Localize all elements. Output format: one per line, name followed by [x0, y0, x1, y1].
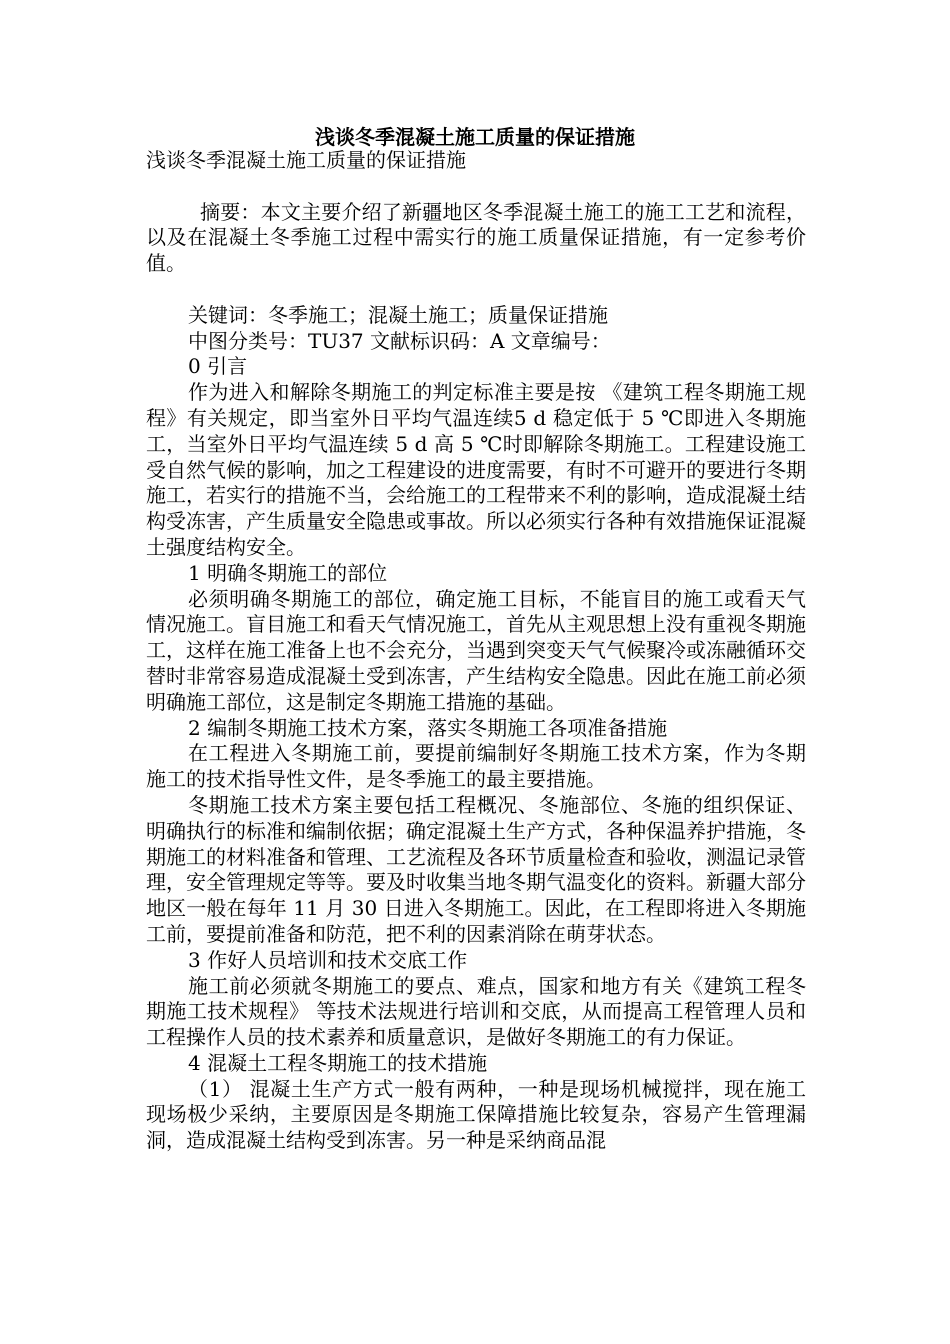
section-heading-0: 0 引言 — [188, 354, 248, 379]
document-title: 浅谈冬季混凝土施工质量的保证措施 — [315, 125, 635, 149]
paragraph: 在工程进入冬期施工前，要提前编制好冬期施工技术方案，作为冬期施工的技术指导性文件，是冬季施工的最主要措施。 — [146, 741, 806, 792]
blank-line — [146, 174, 806, 200]
section-heading-2: 2 编制冬期施工技术方案，落实冬期施工各项准备措施 — [188, 715, 668, 740]
document-body — [146, 148, 806, 1154]
section-heading-4: 4 混凝土工程冬期施工的技术措施 — [188, 1050, 488, 1075]
blank-line — [146, 277, 806, 303]
paragraph: 必须明确冬期施工的部位，确定施工目标，不能盲目的施工或看天气情况施工。盲目施工和看天气情况施工，首先从主观思想上没有重视冬期施工，这样在施工准备上也不会充分，当遇到突变天气气候聚冷或冻融循环交替时非常容易造成混凝土受到冻害，产生结构安全隐患。因此在施工前必须明确施工部位，这是制定冬期施工措施的基础。 — [146, 586, 806, 714]
document-subtitle: 浅谈冬季混凝土施工质量的保证措施 — [146, 148, 466, 172]
keywords: 关键词：冬季施工；混凝土施工；质量保证措施 — [188, 302, 608, 327]
paragraph: （1） 混凝土生产方式一般有两种，一种是现场机械搅拌，现在施工现场极少采纳，主要原因是冬期施工保障措施比较复杂，容易产生管理漏洞，造成混凝土结构受到冻害。另一种是采纳商品混 — [146, 1076, 806, 1153]
abstract: 摘要：本文主要介绍了新疆地区冬季混凝土施工的施工工艺和流程，以及在混凝土冬季施工过程中需实行的施工质量保证措施，有一定参考价值。 — [146, 199, 806, 276]
section-heading-1: 1 明确冬期施工的部位 — [188, 560, 388, 585]
paragraph: 作为进入和解除冬期施工的判定标准主要是按 《建筑工程冬期施工规程》有关规定，即当室外日平均气温连续5 d 稳定低于 5 ℃即进入冬期施工，当室外日平均气温连续 5 d 高 5 ℃时即解除冬期施工。工程建设施工受自然气候的影响，加之工程建设的进度需要，有时不可避开的要进行冬期施工，若实行的措施不当，会给施工的工程带来不利的影响，造成混凝土结构受冻害，产生质量安全隐患或事故。所以必须实行各种有效措施保证混凝土强度结构安全。 — [146, 380, 806, 559]
section-heading-3: 3 作好人员培训和技术交底工作 — [188, 947, 468, 972]
paragraph: 冬期施工技术方案主要包括工程概况、冬施部位、冬施的组织保证、明确执行的标准和编制依据；确定混凝土生产方式，各种保温养护措施，冬期施工的材料准备和管理、工艺流程及各环节质量检查和验收，测温记录管理，安全管理规定等等。要及时收集当地冬期气温变化的资料。新疆大部分地区一般在每年 11 月 30 日进入冬期施工。因此，在工程即将进入冬期施工前，要提前准备和防范，把不利的因素消除在萌芽状态。 — [146, 792, 806, 946]
paragraph: 施工前必须就冬期施工的要点、难点，国家和地方有关《建筑工程冬期施工技术规程》 等技术法规进行培训和交底，从而提高工程管理人员和工程操作人员的技术素养和质量意识，是做好冬期施工的有力保证。 — [146, 973, 806, 1050]
classification: 中图分类号：TU37 文献标识码：A 文章编号： — [188, 328, 611, 353]
